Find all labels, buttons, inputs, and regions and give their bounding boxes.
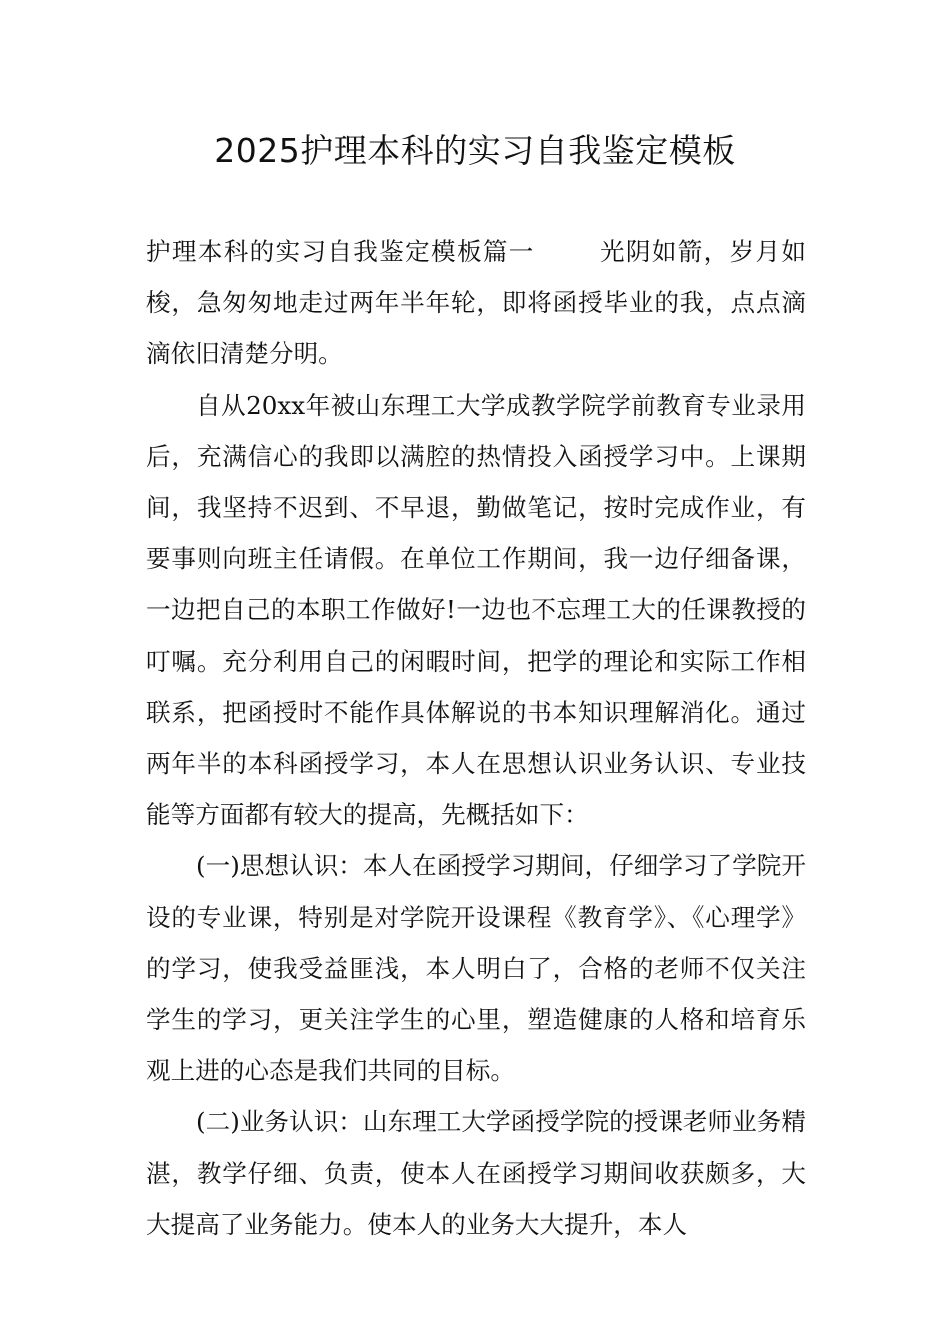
body-paragraph-3: (二)业务认识：山东理工大学函授学院的授课老师业务精湛，教学仔细、负责，使本人在函授学习期间收获颇多，大大提高了业务能力。使本人的业务大大提升，本人: [146, 1107, 806, 1239]
section-heading: 护理本科的实习自我鉴定模板篇一: [146, 237, 535, 266]
body-paragraph-2: (一)思想认识：本人在函授学习期间，仔细学习了学院开设的专业课，特别是对学院开设课程《教育学》、《心理学》的学习，使我受益匪浅，本人明白了，合格的老师不仅关注学生的学习，更关注学生的心里，塑造健康的人格和培育乐观上进的心态是我们共同的目标。: [146, 851, 806, 1086]
body-paragraph-1: 自从20xx年被山东理工大学成教学院学前教育专业录用后，充满信心的我即以满腔的热情投入函授学习中。上课期间，我坚持不迟到、不早退，勤做笔记，按时完成作业，有要事则向班主任请假。在单位工作期间，我一边仔细备课，一边把自己的本职工作做好!一边也不忘理工大的任课教授的叮嘱。充分利用自己的闲暇时间，把学的理论和实际工作相联系，把函授时不能作具体解说的书本知识理解消化。通过两年半的本科函授学习，本人在思想认识业务认识、专业技能等方面都有较大的提高，先概括如下：: [146, 390, 806, 830]
intro-paragraph: [146, 226, 806, 380]
intro-text: 光阴如箭，岁月如梭，急匆匆地走过两年半年轮，即将函授毕业的我，点点滴滴依旧清楚分明。: [146, 237, 806, 369]
document-body: [146, 226, 806, 1250]
document-title: 2025护理本科的实习自我鉴定模板: [214, 131, 736, 170]
